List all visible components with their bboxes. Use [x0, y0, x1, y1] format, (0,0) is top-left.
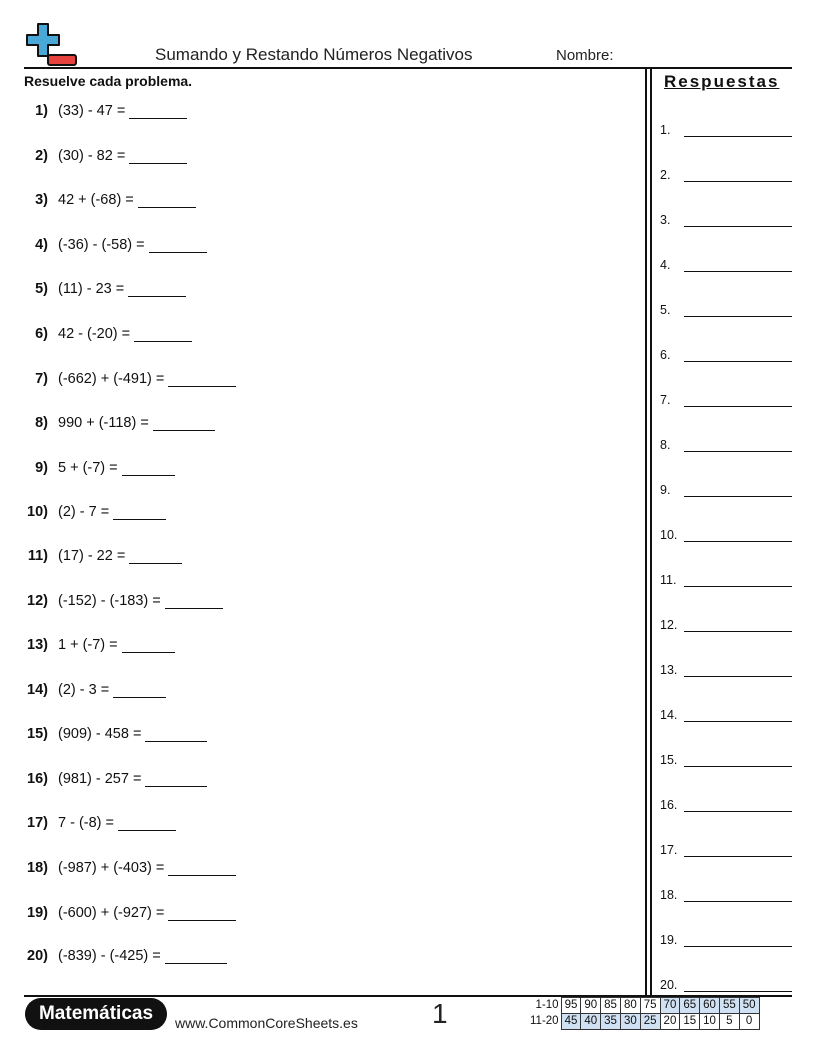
answer-line-item	[660, 886, 792, 904]
header-divider	[24, 67, 792, 69]
answer-label: 7.	[660, 393, 671, 407]
score-cell: 70	[660, 998, 680, 1014]
score-cell: 25	[640, 1014, 660, 1030]
problem-expression: (30) - 82 =	[58, 148, 126, 164]
score-cell: 20	[660, 1014, 680, 1030]
answer-blank[interactable]	[129, 148, 187, 164]
problem-item	[20, 281, 620, 303]
score-cell: 50	[739, 998, 759, 1014]
answer-label: 5.	[660, 303, 671, 317]
answer-blank[interactable]	[165, 948, 227, 964]
problem-expression: (909) - 458 =	[58, 726, 142, 742]
answer-line-item	[660, 166, 792, 184]
problem-expression: (11) - 23 =	[58, 281, 125, 297]
problem-number: 14)	[27, 682, 48, 698]
answer-blank[interactable]	[149, 237, 207, 253]
answer-blank[interactable]	[153, 415, 215, 431]
answer-line-item	[660, 436, 792, 454]
problem-item	[20, 948, 620, 970]
problem-expression: (33) - 47 =	[58, 103, 126, 119]
answer-line-item	[660, 346, 792, 364]
answers-title: Respuestas	[664, 72, 780, 91]
score-cell: 85	[601, 998, 621, 1014]
answer-line[interactable]	[684, 856, 792, 857]
problem-expression: 7 - (-8) =	[58, 815, 114, 831]
answer-line[interactable]	[684, 136, 792, 137]
answer-line[interactable]	[684, 721, 792, 722]
answer-line-item	[660, 211, 792, 229]
problem-item	[20, 860, 620, 882]
problem-item	[20, 504, 620, 526]
answer-line-item	[660, 481, 792, 499]
problem-item	[20, 771, 620, 793]
score-row-label: 11-20	[530, 1015, 559, 1027]
answer-label: 4.	[660, 258, 671, 272]
answer-blank[interactable]	[113, 504, 166, 520]
problem-expression: (2) - 7 =	[58, 504, 110, 520]
answer-blank[interactable]	[145, 726, 207, 742]
answer-label: 20.	[660, 978, 678, 992]
answer-blank[interactable]	[122, 637, 175, 653]
answer-label: 2.	[660, 168, 671, 182]
problem-expression: 42 + (-68) =	[58, 192, 134, 208]
answer-blank[interactable]	[168, 860, 236, 876]
problem-number: 9)	[35, 460, 48, 476]
problem-item	[20, 460, 620, 482]
answer-blank[interactable]	[113, 682, 166, 698]
problem-item	[20, 237, 620, 259]
answer-line[interactable]	[684, 766, 792, 767]
answer-line[interactable]	[684, 406, 792, 407]
answer-line-item	[660, 751, 792, 769]
problem-number: 4)	[35, 237, 48, 253]
score-cell: 35	[601, 1014, 621, 1030]
answer-line-item	[660, 526, 792, 544]
problem-number: 7)	[35, 371, 48, 387]
answer-line-item	[660, 121, 792, 139]
answer-line-item	[660, 661, 792, 679]
problem-number: 2)	[35, 148, 48, 164]
problem-item	[20, 326, 620, 348]
problem-expression: (-987) + (-403) =	[58, 860, 165, 876]
answer-line[interactable]	[684, 901, 792, 902]
problem-expression: (-600) + (-927) =	[58, 905, 165, 921]
answer-line[interactable]	[684, 226, 792, 227]
answer-blank[interactable]	[168, 371, 236, 387]
score-cell: 40	[581, 1014, 601, 1030]
answer-label: 17.	[660, 843, 678, 857]
answer-label: 1.	[660, 123, 671, 137]
answer-label: 9.	[660, 483, 671, 497]
score-cell: 90	[581, 998, 601, 1014]
problem-expression: (-36) - (-58) =	[58, 237, 145, 253]
score-row	[527, 1014, 759, 1030]
answer-label: 14.	[660, 708, 678, 722]
answer-line-item	[660, 841, 792, 859]
problem-number: 1)	[35, 103, 48, 119]
answer-blank[interactable]	[118, 815, 176, 831]
score-cell: 45	[561, 1014, 581, 1030]
answer-blank[interactable]	[128, 281, 186, 297]
answer-line-item	[660, 976, 792, 994]
problem-number: 10)	[27, 504, 48, 520]
problem-item	[20, 415, 620, 437]
answer-label: 8.	[660, 438, 671, 452]
score-cell: 80	[620, 998, 640, 1014]
score-cell: 75	[640, 998, 660, 1014]
website-link[interactable]: www.CommonCoreSheets.es	[175, 1015, 358, 1031]
score-cell: 55	[719, 998, 739, 1014]
answer-label: 15.	[660, 753, 678, 767]
problem-item	[20, 726, 620, 748]
problem-expression: (-152) - (-183) =	[58, 593, 161, 609]
answer-line-item	[660, 616, 792, 634]
answer-line[interactable]	[684, 451, 792, 452]
score-table	[527, 997, 760, 1030]
answer-label: 3.	[660, 213, 671, 227]
name-label: Nombre:	[556, 47, 614, 64]
problem-item	[20, 905, 620, 927]
answer-label: 18.	[660, 888, 678, 902]
problem-expression: (17) - 22 =	[58, 548, 126, 564]
answer-line-item	[660, 571, 792, 589]
problem-item	[20, 192, 620, 214]
column-divider	[645, 68, 647, 995]
worksheet-title: Sumando y Restando Números Negativos	[155, 45, 473, 64]
answer-line[interactable]	[684, 541, 792, 542]
score-cell: 15	[680, 1014, 700, 1030]
answer-line[interactable]	[684, 496, 792, 497]
answer-label: 10.	[660, 528, 678, 542]
problem-expression: 1 + (-7) =	[58, 637, 118, 653]
score-row	[527, 998, 759, 1014]
score-cell: 30	[620, 1014, 640, 1030]
answer-line-item	[660, 391, 792, 409]
answer-line[interactable]	[684, 586, 792, 587]
problem-number: 11)	[27, 548, 48, 564]
problem-expression: 5 + (-7) =	[58, 460, 118, 476]
problem-item	[20, 371, 620, 393]
answer-label: 16.	[660, 798, 678, 812]
answer-label: 11.	[660, 573, 677, 587]
problem-expression: 990 + (-118) =	[58, 415, 149, 431]
problem-number: 18)	[27, 860, 48, 876]
problem-number: 16)	[27, 771, 48, 787]
answer-blank[interactable]	[129, 103, 187, 119]
problem-expression: (-839) - (-425) =	[58, 948, 161, 964]
answer-blank[interactable]	[138, 192, 196, 208]
problem-expression: (981) - 257 =	[58, 771, 142, 787]
answer-line[interactable]	[684, 316, 792, 317]
answer-blank[interactable]	[168, 905, 236, 921]
problem-item	[20, 548, 620, 570]
answer-label: 13.	[660, 663, 678, 677]
problem-number: 17)	[27, 815, 48, 831]
problem-item	[20, 103, 620, 125]
answer-blank[interactable]	[122, 460, 175, 476]
plus-minus-icon	[23, 22, 81, 68]
problem-item	[20, 593, 620, 615]
answer-line-item	[660, 931, 792, 949]
brand-badge	[25, 998, 167, 1030]
answer-line-item	[660, 301, 792, 319]
problem-item	[20, 637, 620, 659]
answer-line-item	[660, 706, 792, 724]
answer-line[interactable]	[684, 181, 792, 182]
answer-blank[interactable]	[165, 593, 223, 609]
score-cell: 5	[719, 1014, 739, 1030]
problem-expression: (-662) + (-491) =	[58, 371, 165, 387]
answer-line[interactable]	[684, 991, 792, 992]
answer-line[interactable]	[684, 946, 792, 947]
problem-number: 6)	[35, 326, 48, 342]
answer-label: 12.	[660, 618, 678, 632]
problem-item	[20, 815, 620, 837]
column-divider	[650, 68, 652, 995]
answer-line[interactable]	[684, 271, 792, 272]
answer-blank[interactable]	[145, 771, 207, 787]
answer-line-item	[660, 256, 792, 274]
answer-blank[interactable]	[134, 326, 192, 342]
score-cell: 0	[739, 1014, 759, 1030]
answer-blank[interactable]	[129, 548, 182, 564]
answer-line[interactable]	[684, 361, 792, 362]
answer-label: 19.	[660, 933, 678, 947]
problem-number: 20)	[27, 948, 48, 964]
answer-line[interactable]	[684, 811, 792, 812]
problem-number: 5)	[35, 281, 48, 297]
problem-item	[20, 148, 620, 170]
problem-item	[20, 682, 620, 704]
answer-line[interactable]	[684, 676, 792, 677]
problem-number: 15)	[27, 726, 48, 742]
score-cell: 95	[561, 998, 581, 1014]
problem-number: 3)	[35, 192, 48, 208]
problem-number: 19)	[27, 905, 48, 921]
answer-label: 6.	[660, 348, 671, 362]
problem-number: 8)	[35, 415, 48, 431]
problem-expression: (2) - 3 =	[58, 682, 110, 698]
page-number: 1	[432, 998, 448, 1029]
problem-number: 12)	[27, 593, 48, 609]
score-row-label: 1-10	[535, 999, 559, 1011]
score-cell: 60	[700, 998, 720, 1014]
problem-expression: 42 - (-20) =	[58, 326, 131, 342]
instructions: Resuelve cada problema.	[24, 73, 193, 89]
answer-line-item	[660, 796, 792, 814]
score-cell: 65	[680, 998, 700, 1014]
brand-label: Matemáticas	[38, 1003, 154, 1024]
problem-number: 13)	[27, 637, 48, 653]
score-cell: 10	[700, 1014, 720, 1030]
answer-line[interactable]	[684, 631, 792, 632]
